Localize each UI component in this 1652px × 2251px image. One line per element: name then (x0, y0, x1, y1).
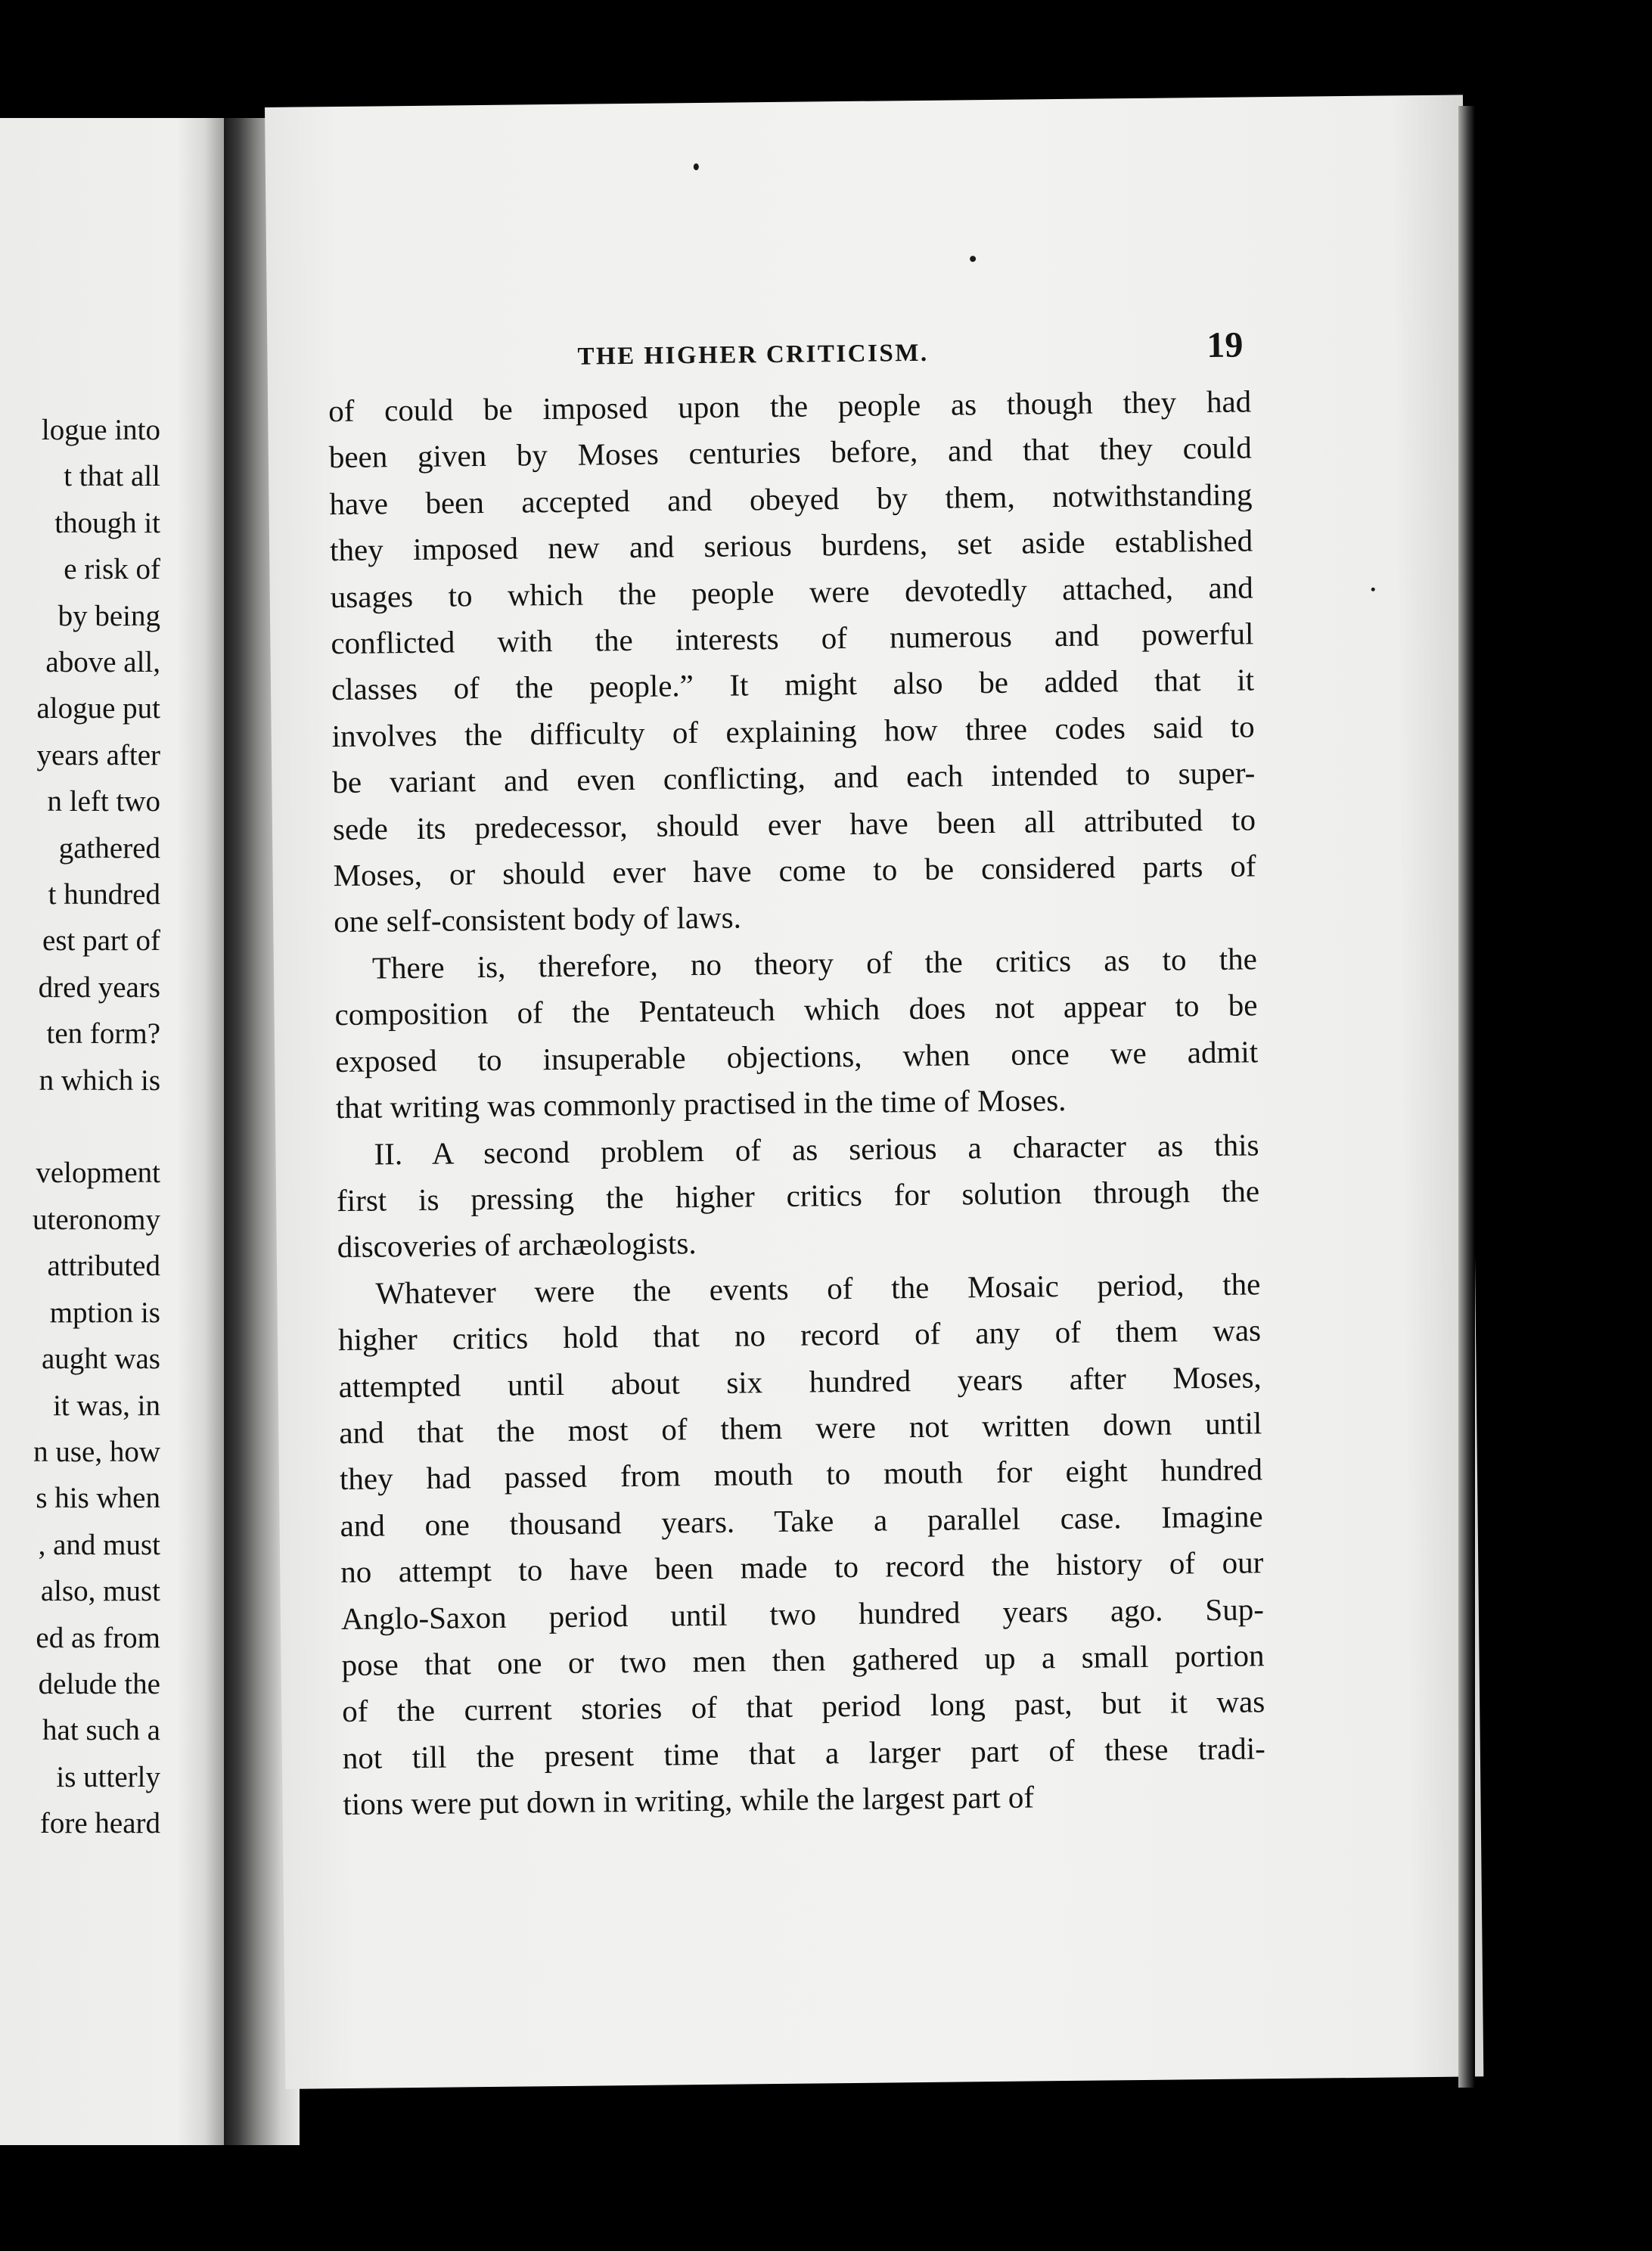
previous-page-line: n left two (47, 785, 160, 818)
text-line: of could be imposed upon the people as though they had (328, 383, 1252, 429)
previous-page-line: attributed (47, 1250, 160, 1283)
previous-page-line: though it (54, 506, 160, 539)
paragraph (328, 378, 1257, 945)
previous-page-line: , and must (38, 1528, 160, 1561)
scan-speck (694, 163, 699, 170)
previous-page-line: years after (36, 738, 160, 772)
text-line: Whatever were the events of the Mosaic period, the (375, 1266, 1261, 1311)
previous-page-line: aught was (41, 1343, 160, 1376)
page-text-block (328, 318, 1266, 1827)
text-line: exposed to insuperable objections, when once we admit (334, 1034, 1259, 1079)
text-line: they imposed new and serious burdens, set aside established (329, 523, 1253, 568)
previous-page-line: t hundred (48, 878, 160, 911)
text-line: discoveries of archæologists. (337, 1225, 697, 1265)
scan-speck (970, 256, 976, 262)
previous-page-line: gathered (58, 831, 160, 865)
text-line: attempted until about six hundred years after Moses, (338, 1358, 1262, 1404)
paragraph-gap (33, 1104, 160, 1150)
previous-page-text (33, 407, 160, 1847)
text-line: composition of the Pentateuch which does not appear to be (334, 987, 1258, 1032)
text-line: have been accepted and obeyed by them, notwithstanding (329, 477, 1253, 521)
text-line: and one thousand years. Take a parallel case. Imagine (340, 1498, 1263, 1543)
previous-page-fragment (0, 118, 227, 2145)
previous-page-line: s his when (36, 1482, 160, 1515)
paragraph (337, 1261, 1266, 1828)
text-line: not till the present time that a larger part of these tradi- (342, 1731, 1266, 1775)
current-page (265, 95, 1483, 2088)
previous-page-line: logue into (41, 414, 160, 446)
text-line: usages to which the people were devotedly attached, and (330, 569, 1253, 614)
page-number: 19 (1206, 324, 1244, 365)
previous-page-line: alogue put (36, 692, 160, 725)
text-line: first is pressing the higher critics for solution through the (336, 1173, 1260, 1218)
text-line: no attempt to have been made to record the history of our (340, 1545, 1264, 1590)
text-line: Moses, or should ever have come to be considered parts of (333, 848, 1256, 893)
text-line: tions were put down in writing, while the largest part of (343, 1779, 1035, 1822)
body-text (328, 378, 1266, 1827)
previous-page-line: n which is (39, 1063, 160, 1097)
previous-page-line: above all, (45, 646, 160, 679)
previous-page-line: by being (57, 599, 160, 632)
previous-page-line: ten form? (46, 1017, 160, 1051)
previous-page-line: hat such a (42, 1714, 160, 1747)
text-line: of the current stories of that period long past, but it was (341, 1684, 1265, 1729)
text-line: they had passed from mouth to mouth for eight hundred (339, 1452, 1263, 1497)
previous-page-line: uteronomy (33, 1203, 160, 1236)
previous-page-line: ed as from (36, 1621, 160, 1654)
previous-page-line: e risk of (64, 553, 160, 586)
text-line: been given by Moses centuries before, and that they could (328, 430, 1253, 475)
text-line: that writing was commonly practised in the time of Moses. (335, 1082, 1067, 1126)
text-line: be variant and even conflicting, and each intended to super- (332, 755, 1256, 800)
paragraph (334, 936, 1259, 1131)
previous-page-line: velopment (36, 1157, 160, 1190)
text-line: one self-consistent body of laws. (334, 899, 742, 939)
text-line: sede its predecessor, should ever have been all attributed to (332, 801, 1256, 846)
text-line: involves the difficulty of explaining how three codes said to (331, 709, 1255, 753)
text-line: There is, therefore, no theory of the critics as to the (371, 941, 1258, 986)
previous-page-line: t that all (64, 460, 160, 493)
previous-page-line: is utterly (56, 1760, 160, 1793)
page-edge-shadow (1458, 106, 1475, 2088)
previous-page-line: n use, how (33, 1435, 160, 1468)
text-line: conflicted with the interests of numerous and powerful (331, 616, 1254, 661)
previous-page-line: it was, in (53, 1389, 160, 1422)
previous-page-line: mption is (49, 1296, 160, 1329)
text-line: Anglo-Saxon period until two hundred years ago. Sup- (340, 1591, 1265, 1636)
previous-page-line: delude the (38, 1667, 160, 1700)
running-title: THE HIGHER CRITICISM. (577, 339, 929, 371)
previous-page-line: est part of (42, 924, 160, 958)
text-line: II. A second problem of as serious a character as this (374, 1126, 1259, 1172)
scan-speck (1371, 588, 1375, 591)
paragraph (336, 1122, 1260, 1271)
running-head (328, 318, 1251, 388)
previous-page-line: fore heard (39, 1807, 160, 1840)
previous-page-line: dred years (38, 970, 160, 1004)
previous-page-line: also, must (40, 1575, 160, 1608)
text-line: and that the most of them were not written down until (339, 1405, 1262, 1451)
text-line: pose that one or two men then gathered up a small portion (341, 1638, 1265, 1683)
text-line: higher critics hold that no record of any of them was (337, 1312, 1262, 1358)
text-line: classes of the people.” It might also be added that it (331, 662, 1255, 707)
